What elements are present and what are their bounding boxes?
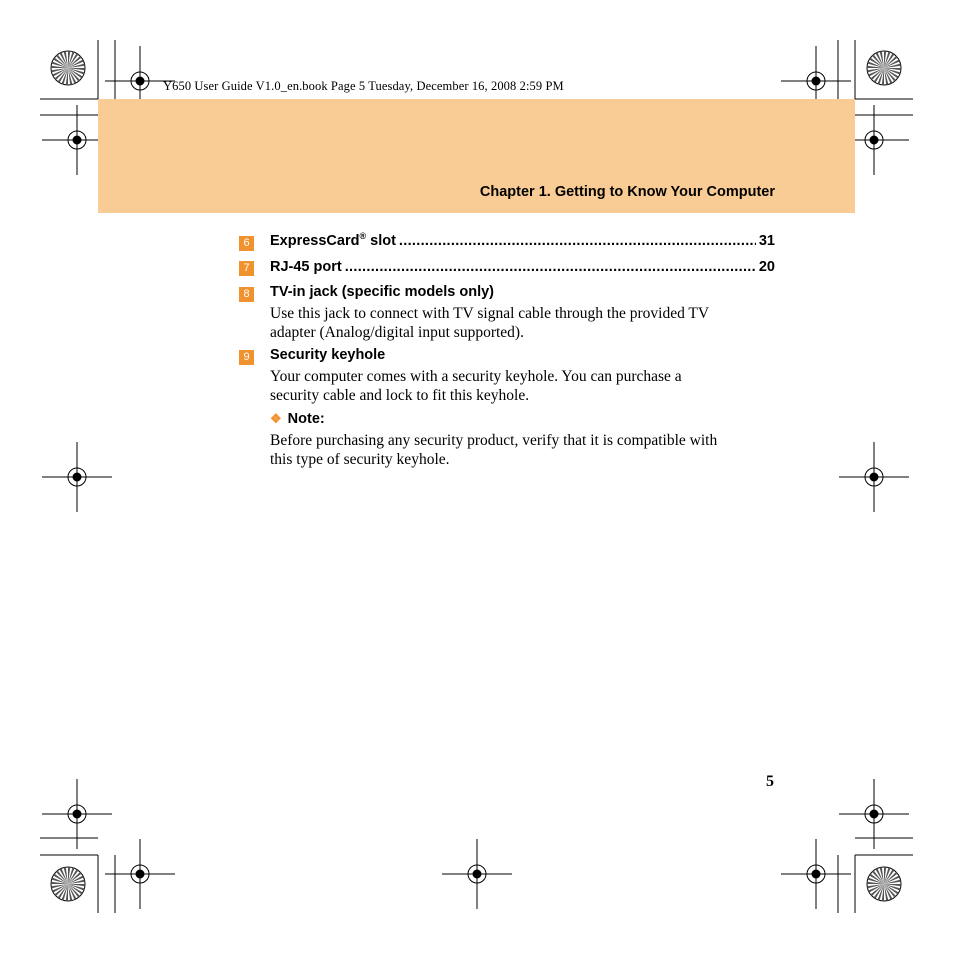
item-number-badge: 9 bbox=[239, 350, 254, 365]
entry-title: ExpressCard® slot bbox=[270, 231, 396, 249]
item-number-badge: 8 bbox=[239, 287, 254, 302]
toc-entry-rj45[interactable] bbox=[270, 259, 775, 275]
color-target-mark bbox=[867, 867, 901, 901]
note-heading: ❖ Note: bbox=[270, 411, 325, 427]
body-line: Use this jack to connect with TV signal cable through the provided TV bbox=[270, 305, 710, 322]
section-heading-tv-in: TV-in jack (specific models only) bbox=[270, 284, 495, 300]
section-body-security bbox=[270, 368, 780, 405]
color-target-mark bbox=[51, 51, 85, 85]
body-line: adapter (Analog/digital input supported). bbox=[270, 323, 524, 341]
color-target-mark bbox=[51, 867, 85, 901]
section-body-tv-in bbox=[270, 305, 780, 342]
entry-page: 20 bbox=[758, 259, 775, 275]
body-line: Before purchasing any security product, verify that it is compatible with bbox=[270, 432, 718, 449]
leader-dots bbox=[399, 233, 756, 249]
leader-dots bbox=[345, 259, 756, 275]
entry-page: 31 bbox=[758, 233, 775, 249]
body-line: Your computer comes with a security keyhole. You can purchase a bbox=[270, 368, 682, 385]
diamond-note-icon: ❖ bbox=[270, 411, 282, 426]
body-line: this type of security keyhole. bbox=[270, 450, 450, 468]
page-number: 5 bbox=[766, 773, 774, 790]
item-number-badge: 7 bbox=[239, 261, 254, 276]
book-slug-line: Y650 User Guide V1.0_en.book Page 5 Tuesday, December 16, 2008 2:59 PM bbox=[163, 79, 564, 93]
entry-title: RJ-45 port bbox=[270, 259, 342, 275]
item-number-badge: 6 bbox=[239, 236, 254, 251]
toc-entry-expresscard[interactable] bbox=[270, 233, 775, 249]
chapter-title: Chapter 1. Getting to Know Your Computer bbox=[479, 184, 775, 200]
body-line: security cable and lock to fit this keyhole. bbox=[270, 386, 530, 404]
note-body bbox=[270, 432, 780, 469]
color-target-mark bbox=[867, 51, 901, 85]
section-heading-security: Security keyhole bbox=[270, 347, 386, 363]
